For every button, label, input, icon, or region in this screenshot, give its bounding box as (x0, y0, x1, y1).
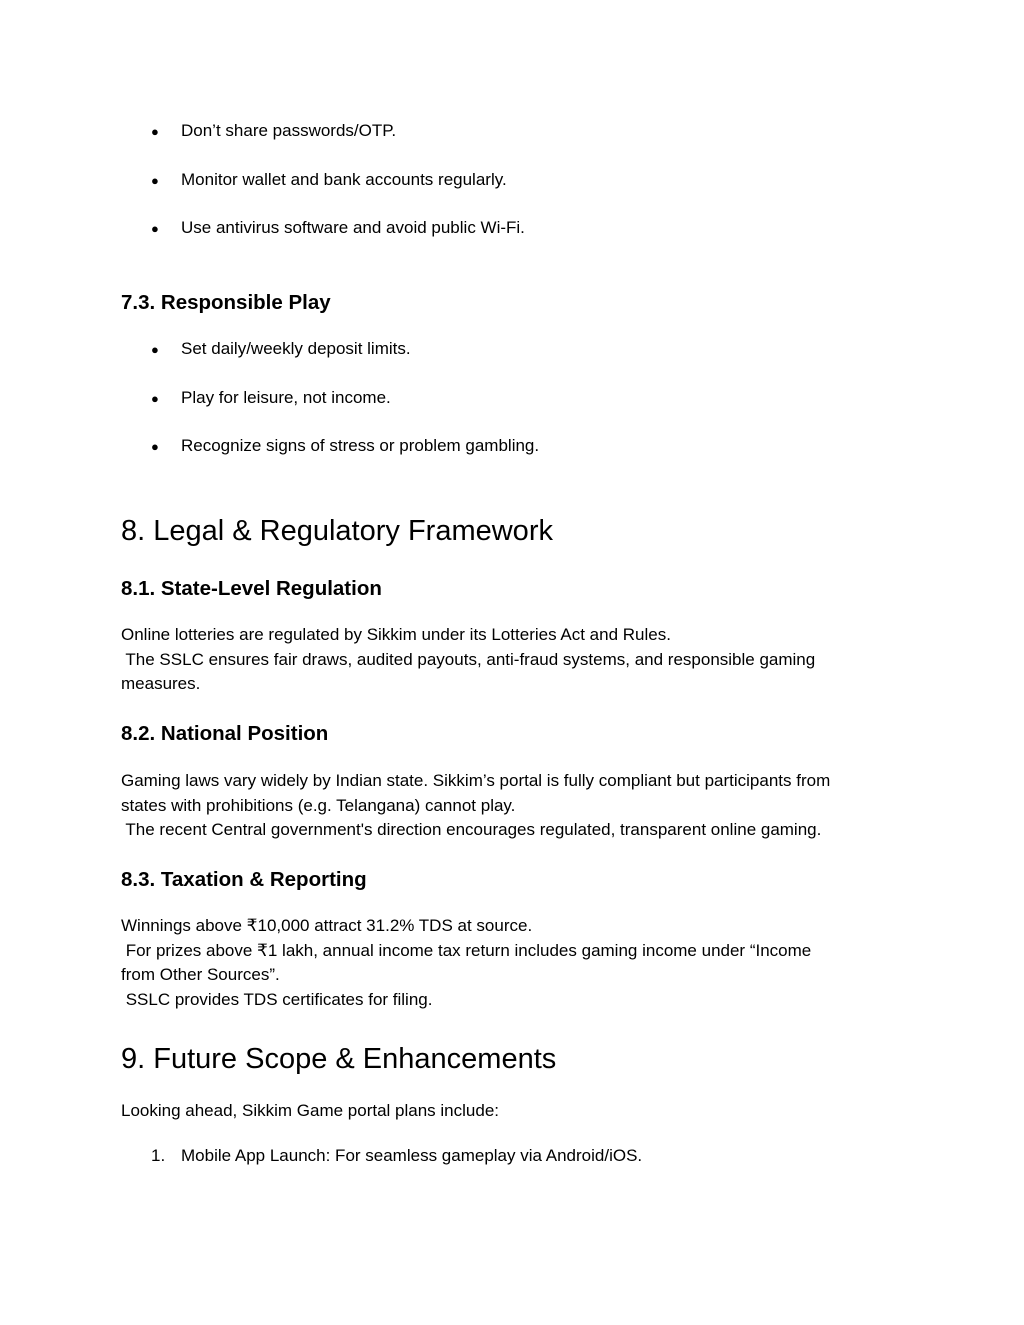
bullet-icon: ● (151, 391, 159, 406)
list-item: Mobile App Launch: For seamless gameplay via Android/iOS. (181, 1146, 643, 1165)
paragraph-line: from Other Sources”. (121, 965, 280, 984)
list-item: Use antivirus software and avoid public Wi-Fi. (181, 218, 525, 237)
paragraph-line: states with prohibitions (e.g. Telangana) cannot play. (121, 795, 516, 815)
list-item: Play for leisure, not income. (181, 388, 391, 407)
bullet-icon: ● (151, 124, 159, 139)
section-heading-8-2: 8.2. National Position (121, 722, 329, 745)
paragraph-line: The recent Central government's direction encourages regulated, transparent online gaming. (121, 820, 822, 839)
paragraph-line: Gaming laws vary widely by Indian state. Sikkim’s portal is fully compliant but participants from (121, 771, 831, 790)
bullet-icon: ● (151, 439, 159, 454)
list-item: Set daily/weekly deposit limits. (181, 339, 411, 358)
paragraph-line: The SSLC ensures fair draws, audited payouts, anti-fraud systems, and responsible gaming (121, 649, 816, 669)
section-heading-7-3: 7.3. Responsible Play (121, 291, 331, 314)
section-heading-8-3: 8.3. Taxation & Reporting (121, 868, 367, 891)
paragraph-line: Winnings above ₹10,000 attract 31.2% TDS at source. (121, 916, 533, 935)
paragraph-line: SSLC provides TDS certificates for filing. (121, 989, 433, 1009)
list-number: 1. (151, 1146, 166, 1165)
paragraph-8-3 (121, 914, 811, 1012)
bullet-icon: ● (151, 342, 159, 357)
list-item: Don’t share passwords/OTP. (181, 121, 397, 140)
list-item: Monitor wallet and bank accounts regularly. (181, 170, 507, 189)
paragraph-line: Online lotteries are regulated by Sikkim under its Lotteries Act and Rules. (121, 625, 671, 644)
paragraph-8-1 (121, 623, 815, 697)
paragraph-8-2 (121, 769, 830, 843)
paragraph-line: For prizes above ₹1 lakh, annual income tax return includes gaming income under “Income (121, 940, 812, 960)
section-heading-8-1: 8.1. State-Level Regulation (121, 577, 382, 600)
bullet-icon: ● (151, 221, 159, 236)
section-heading-9: 9. Future Scope & Enhancements (121, 1043, 557, 1075)
section-9-intro: Looking ahead, Sikkim Game portal plans include: (121, 1101, 499, 1120)
bullet-icon: ● (151, 173, 159, 188)
paragraph-line: measures. (121, 674, 201, 693)
section-heading-8: 8. Legal & Regulatory Framework (121, 515, 553, 547)
list-item: Recognize signs of stress or problem gambling. (181, 436, 540, 455)
